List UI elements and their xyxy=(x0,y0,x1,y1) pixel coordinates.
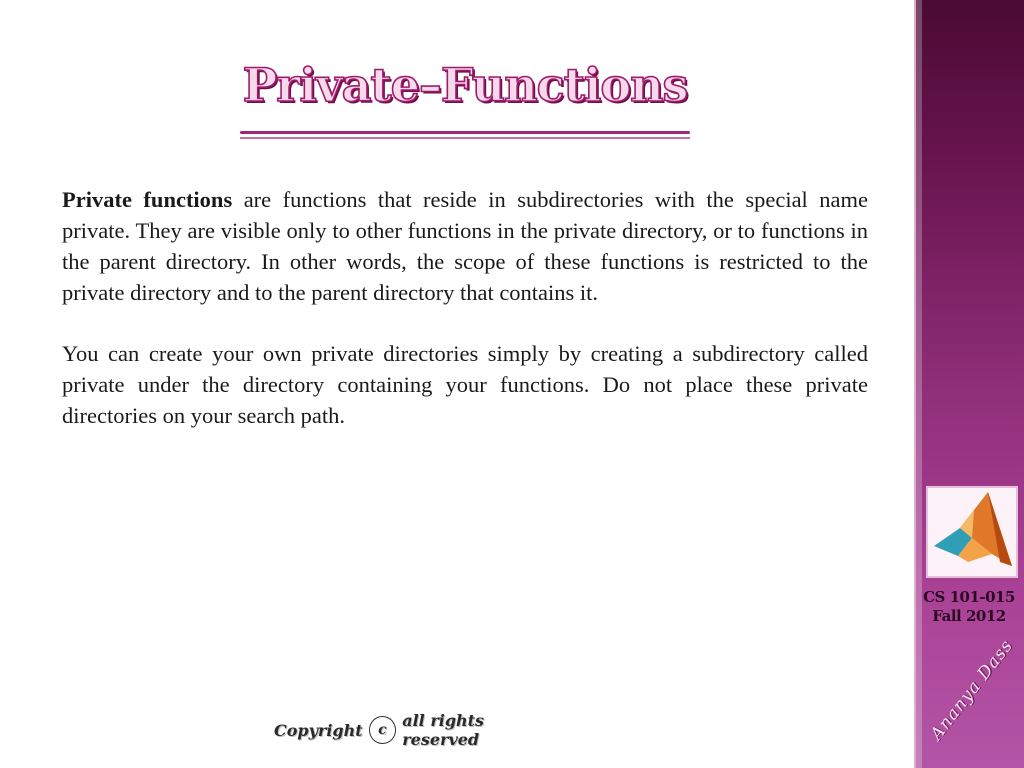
author-signature: Ananya Dass xyxy=(926,635,1018,745)
slide-body xyxy=(62,184,868,461)
copyright-notice xyxy=(274,711,564,749)
paragraph-2-text: You can create your own private directories simply by creating a subdirectory called private under the directory containing your functions. Do not place these private directories on your search path. xyxy=(62,341,868,428)
course-info xyxy=(916,588,1022,626)
title-underline xyxy=(240,131,690,134)
title-underline-secondary xyxy=(240,137,690,139)
paragraph-1-text: are functions that reside in subdirectories with the special name private. They are visible only to other functions in the private directory, or to functions in the parent directory. In other words, the scope of these functions is restricted to the private directory and to the parent directory that contains it. xyxy=(62,187,869,305)
paragraph-2 xyxy=(62,338,868,431)
matlab-logo-graphic xyxy=(928,488,1016,576)
matlab-logo-icon xyxy=(926,486,1018,578)
course-term: Fall 2012 xyxy=(932,607,1006,625)
slide-title: Private–Functions xyxy=(242,58,688,112)
paragraph-1-bold-lead: Private functions xyxy=(62,187,233,212)
copyright-rights-text: all rights reserved xyxy=(402,711,485,749)
copyright-word: Copyright xyxy=(274,720,363,740)
course-code: CS 101-015 xyxy=(923,588,1015,606)
copyright-icon: c xyxy=(369,716,397,744)
paragraph-1 xyxy=(62,184,868,308)
